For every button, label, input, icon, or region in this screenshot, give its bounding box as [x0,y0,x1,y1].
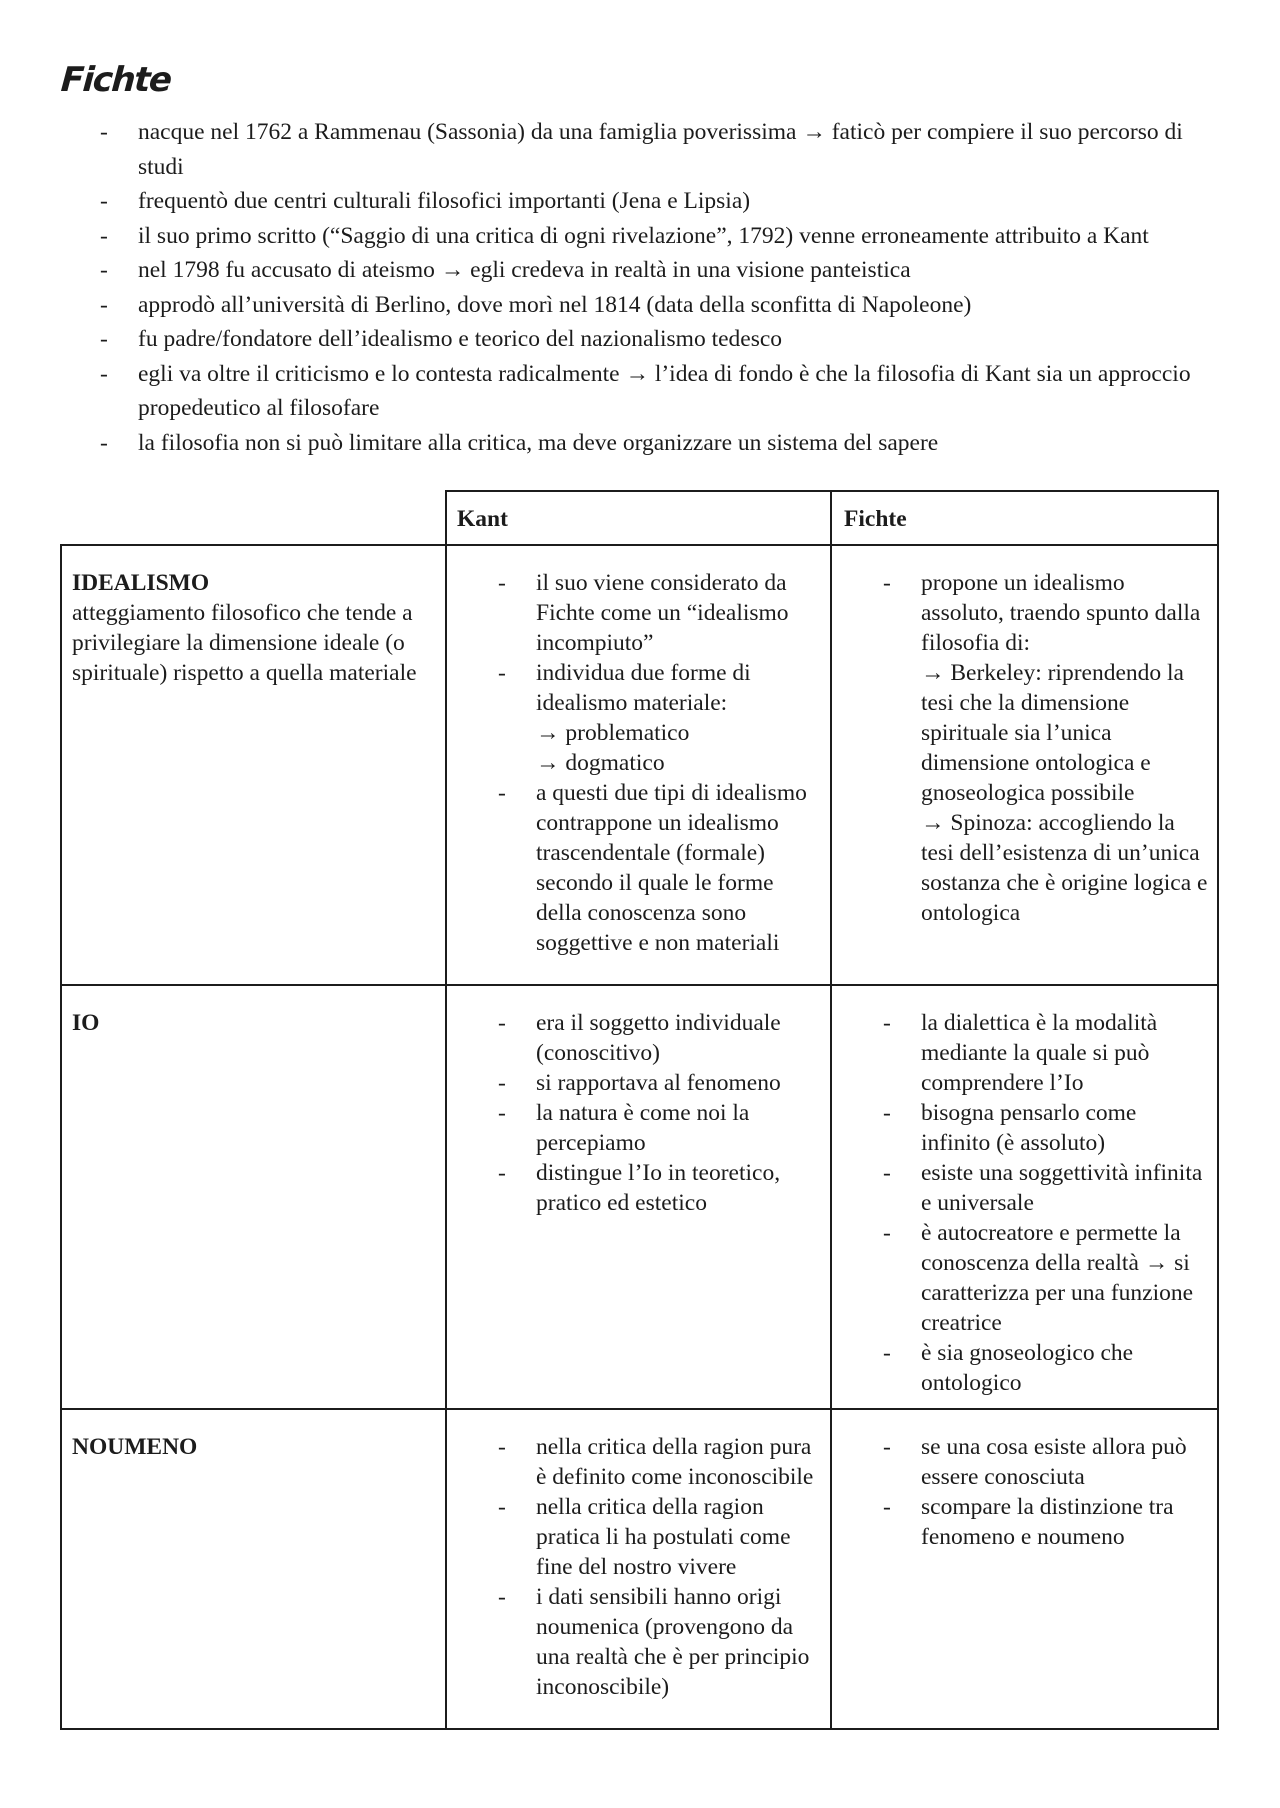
kant-point [447,1008,822,1068]
kant-point-list [447,1410,830,1712]
fichte-point-text: bisogna pensarlo come infinito (è assoluto) [921,1100,1137,1156]
kant-point [447,568,822,658]
kant-cell [446,1409,831,1729]
kant-point-text: il suo viene considerato da Fichte come un “idealismo incompiuto” [536,570,789,656]
fichte-point-text: esiste una soggettività infinita e universale [921,1160,1203,1216]
kant-point-text: era il soggetto individuale (conoscitivo) [536,1010,781,1066]
kant-point [447,1432,822,1492]
row-head-cell [61,545,446,985]
fichte-point [832,1098,1209,1158]
intro-bullet: - la filosofia non si può limitare alla critica, ma deve organizzare un sistema del sapere [98,426,1218,461]
kant-point [447,1158,822,1218]
fichte-point [832,1432,1209,1492]
intro-bullet: - nacque nel 1762 a Rammenau (Sassonia) da una famiglia poverissima → faticò per compiere il suo percorso di studi [98,115,1218,184]
fichte-point-text: è sia gnoseologico che ontologico [921,1340,1134,1396]
fichte-point [832,1492,1209,1552]
fichte-cell [831,545,1218,985]
kant-point [447,1582,822,1702]
kant-point-text: la natura è come noi la percepiamo [536,1100,750,1156]
kant-sub-point: → problematico [536,720,690,746]
kant-point-text: nella critica della ragion pratica li ha postulati come fine del nostro vivere [536,1494,791,1580]
header-blank-cell [61,491,446,545]
fichte-cell [831,1409,1218,1729]
intro-bullet: - egli va oltre il criticismo e lo contesta radicalmente → l’idea di fondo è che la filosofia di Kant sia un approccio propedeutico al filosofare [98,357,1218,426]
header-fichte: Fichte [844,506,907,532]
kant-point-text: distingue l’Io in teoretico, pratico ed estetico [536,1160,781,1216]
kant-point [447,778,822,958]
fichte-point-text: la dialettica è la modalità mediante la quale si può comprendere l’Io [921,1010,1158,1096]
kant-point-text: si rapportava al fenomeno [536,1070,781,1096]
kant-sub-point: → dogmatico [536,750,665,776]
table-header-row [61,491,1218,545]
fichte-point-list [832,546,1217,938]
row-head [62,986,445,1048]
row-term: IO [72,1010,100,1036]
header-cell-fichte [831,491,1218,545]
intro-bullet: - frequentò due centri culturali filosofici importanti (Jena e Lipsia) [98,184,1218,219]
row-head-cell [61,985,446,1409]
kant-point-text: a questi due tipi di idealismo contrappone un idealismo trascendentale (formale) secondo il quale le forme della conoscenza sono soggettive e non materiali [536,780,807,956]
intro-bullet: - il suo primo scritto (“Saggio di una critica di ogni rivelazione”, 1792) venne erroneamente attribuito a Kant [98,219,1218,254]
table-body [61,545,1218,1729]
fichte-sub-point: → Spinoza: accogliendo la tesi dell’esistenza di un’unica sostanza che è origine logica e ontologica [921,810,1208,926]
kant-point-text: nella critica della ragion pura è definito come inconoscibile [536,1434,814,1490]
kant-point-text: i dati sensibili hanno origi noumenica (provengono da una realtà che è per principio inconoscibile) [536,1584,810,1700]
row-head-cell [61,1409,446,1729]
page-title: Fichte [59,60,172,100]
kant-point [447,1492,822,1582]
comparison-table [60,490,1219,1730]
table-row-noumeno [61,1409,1218,1729]
header-cell-kant [446,491,831,545]
row-head [62,1410,445,1472]
fichte-point-text: propone un idealismo assoluto, traendo spunto dalla filosofia di: [921,570,1201,656]
fichte-point-text: è autocreatore e permette la conoscenza della realtà → si caratterizza per una funzione creatrice [921,1220,1194,1336]
intro-bullet: - fu padre/fondatore dell’idealismo e teorico del nazionalismo tedesco [98,322,1218,357]
kant-point-text: individua due forme di idealismo materiale: [536,660,751,716]
kant-point-list [447,546,830,968]
kant-point [447,1098,822,1158]
intro-bullet: - nel 1798 fu accusato di ateismo → egli credeva in realtà in una visione panteistica [98,253,1218,288]
kant-cell [446,985,831,1409]
fichte-point-list [832,986,1217,1408]
fichte-point-text: se una cosa esiste allora può essere conosciuta [921,1434,1187,1490]
fichte-point [832,1338,1209,1398]
fichte-point-list [832,1410,1217,1562]
fichte-point [832,1218,1209,1338]
fichte-point [832,568,1209,928]
fichte-point [832,1158,1209,1218]
table-row-idealismo [61,545,1218,985]
row-definition: atteggiamento filosofico che tende a privilegiare la dimensione ideale (o spirituale) rispetto a quella materiale [72,600,417,686]
fichte-point-text: scompare la distinzione tra fenomeno e noumeno [921,1494,1174,1550]
kant-point [447,1068,822,1098]
fichte-sub-point: → Berkeley: riprendendo la tesi che la dimensione spirituale sia l’unica dimensione ontologica e gnoseologica possibile [921,660,1184,806]
kant-point [447,658,822,778]
row-term: NOUMENO [72,1434,198,1460]
intro-bullet-list [98,115,1218,460]
kant-cell [446,545,831,985]
intro-bullet: - approdò all’università di Berlino, dove morì nel 1814 (data della sconfitta di Napoleone) [98,288,1218,323]
kant-point-list [447,986,830,1228]
fichte-point [832,1008,1209,1098]
row-head [62,546,445,698]
header-kant: Kant [457,506,508,532]
table-row-io [61,985,1218,1409]
row-term: IDEALISMO [72,570,210,596]
fichte-cell [831,985,1218,1409]
